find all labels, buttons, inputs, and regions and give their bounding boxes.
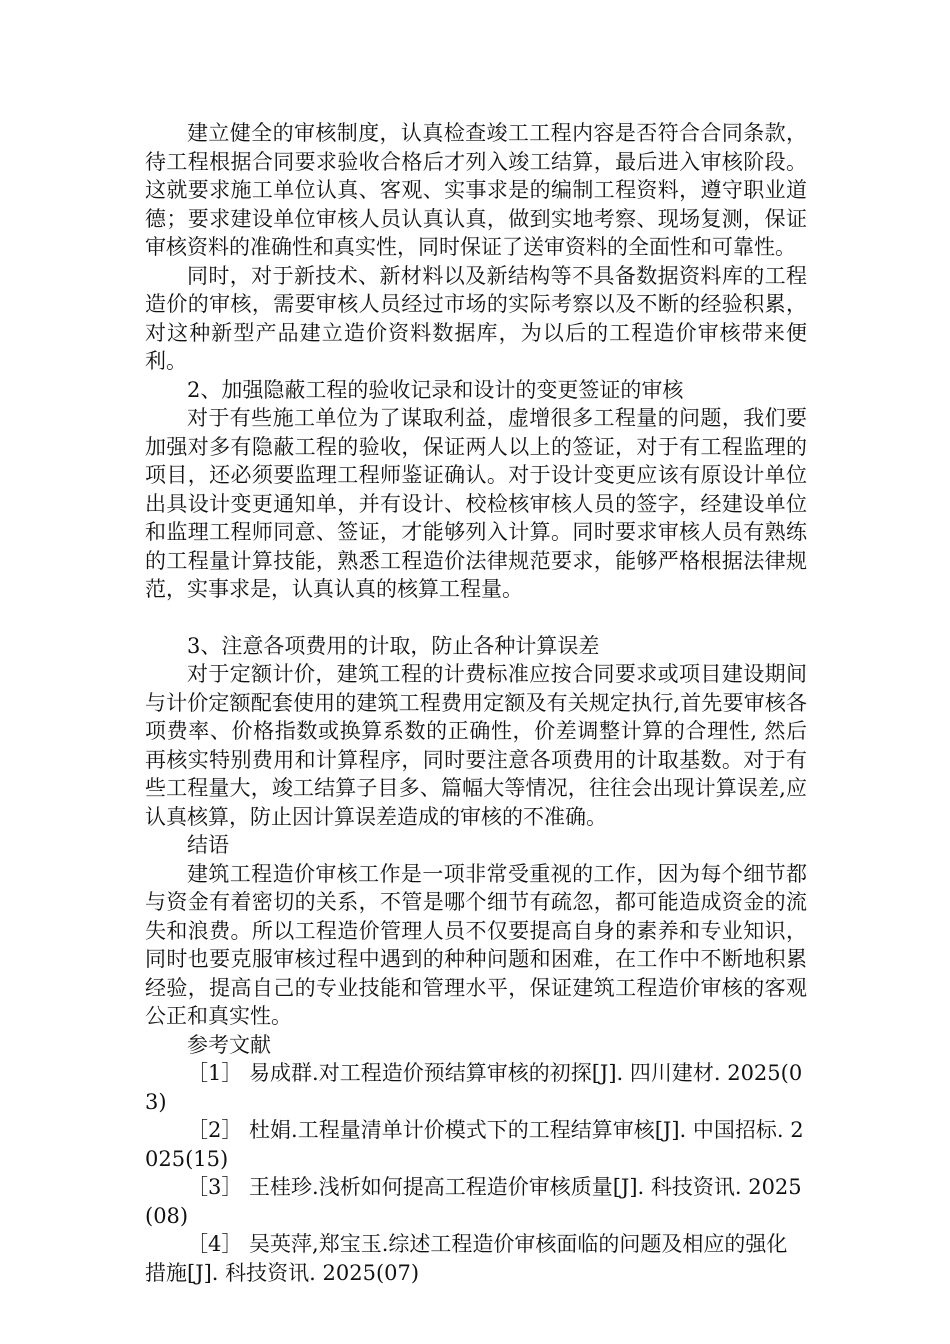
paragraph-audit-system: 建立健全的审核制度，认真检查竣工工程内容是否符合合同条款，待工程根据合同要求验收合格后才列入竣工结算，最后进入审核阶段。这就要求施工单位认真、客观、实事求是的编制工程资料，遵守职业道德；要求建设单位审核人员认真认真，做到实地考察、现场复测，保证审核资料的准确性和真实性，同时保证了送审资料的全面性和可靠性。 bbox=[145, 121, 807, 259]
paragraph-fee-calculation: 对于定额计价，建筑工程的计费标准应按合同要求或项目建设期间与计价定额配套使用的建筑工程费用定额及有关规定执行,首先要审核各项费率、价格指数或换算系数的正确性，价差调整计算的合理性, 然后再核实特别费用和计算程序，同时要注意各项费用的计取基数。对于有些工程量大，竣工结算子目多、篇幅大等情况，往往会出现计算误差,应认真核算，防止因计算误差造成的审核的不准确。 bbox=[145, 662, 807, 829]
section-heading-3: 3、注意各项费用的计取，防止各种计算误差 bbox=[187, 633, 600, 658]
reference-item-2: ［2］ 杜娟.工程量清单计价模式下的工程结算审核[J]. 中国招标. 2025(15) bbox=[145, 1118, 804, 1171]
paragraph-conclusion: 建筑工程造价审核工作是一项非常受重视的工作，因为每个细节都与资金有着密切的关系，不管是哪个细节有疏忽，都可能造成资金的流失和浪费。所以工程造价管理人员不仅要提高自身的素养和专业知识，同时也要克服审核过程中遇到的种种问题和困难，在工作中不断地积累经验，提高自己的专业技能和管理水平，保证建筑工程造价审核的客观公正和真实性。 bbox=[145, 861, 807, 1028]
blank-line bbox=[145, 604, 807, 632]
paragraph-new-technology: 同时，对于新技术、新材料以及新结构等不具备数据资料库的工程造价的审核，需要审核人员经过市场的实际考察以及不断的经验积累，对这种新型产品建立造价资料数据库，为以后的工程造价审核带来便利。 bbox=[145, 263, 807, 373]
reference-item-4: ［4］ 吴英萍,郑宝玉.综述工程造价审核面临的问题及相应的强化措施[J]. 科技资讯. 2025(07) bbox=[145, 1232, 788, 1285]
document-body bbox=[145, 119, 807, 1287]
reference-item-1: ［1］ 易成群.对工程造价预结算审核的初探[J]. 四川建材. 2025(03) bbox=[145, 1061, 803, 1114]
conclusion-heading: 结语 bbox=[187, 833, 229, 857]
references-heading: 参考文献 bbox=[187, 1032, 271, 1057]
section-heading-2: 2、加强隐蔽工程的验收记录和设计的变更签证的审核 bbox=[187, 377, 684, 402]
reference-item-3: ［3］ 王桂珍.浅析如何提高工程造价审核质量[J]. 科技资讯. 2025(08) bbox=[145, 1175, 802, 1228]
paragraph-hidden-works: 对于有些施工单位为了谋取利益，虚增很多工程量的问题，我们要加强对多有隐蔽工程的验收，保证两人以上的签证，对于有工程监理的项目，还必须要监理工程师鉴证确认。对于设计变更应该有原设计单位出具设计变更通知单，并有设计、校检核审核人员的签字，经建设单位和监理工程师同意、签证，才能够列入计算。同时要求审核人员有熟练的工程量计算技能，熟悉工程造价法律规范要求，能够严格根据法律规范，实事求是，认真认真的核算工程量。 bbox=[145, 406, 807, 601]
